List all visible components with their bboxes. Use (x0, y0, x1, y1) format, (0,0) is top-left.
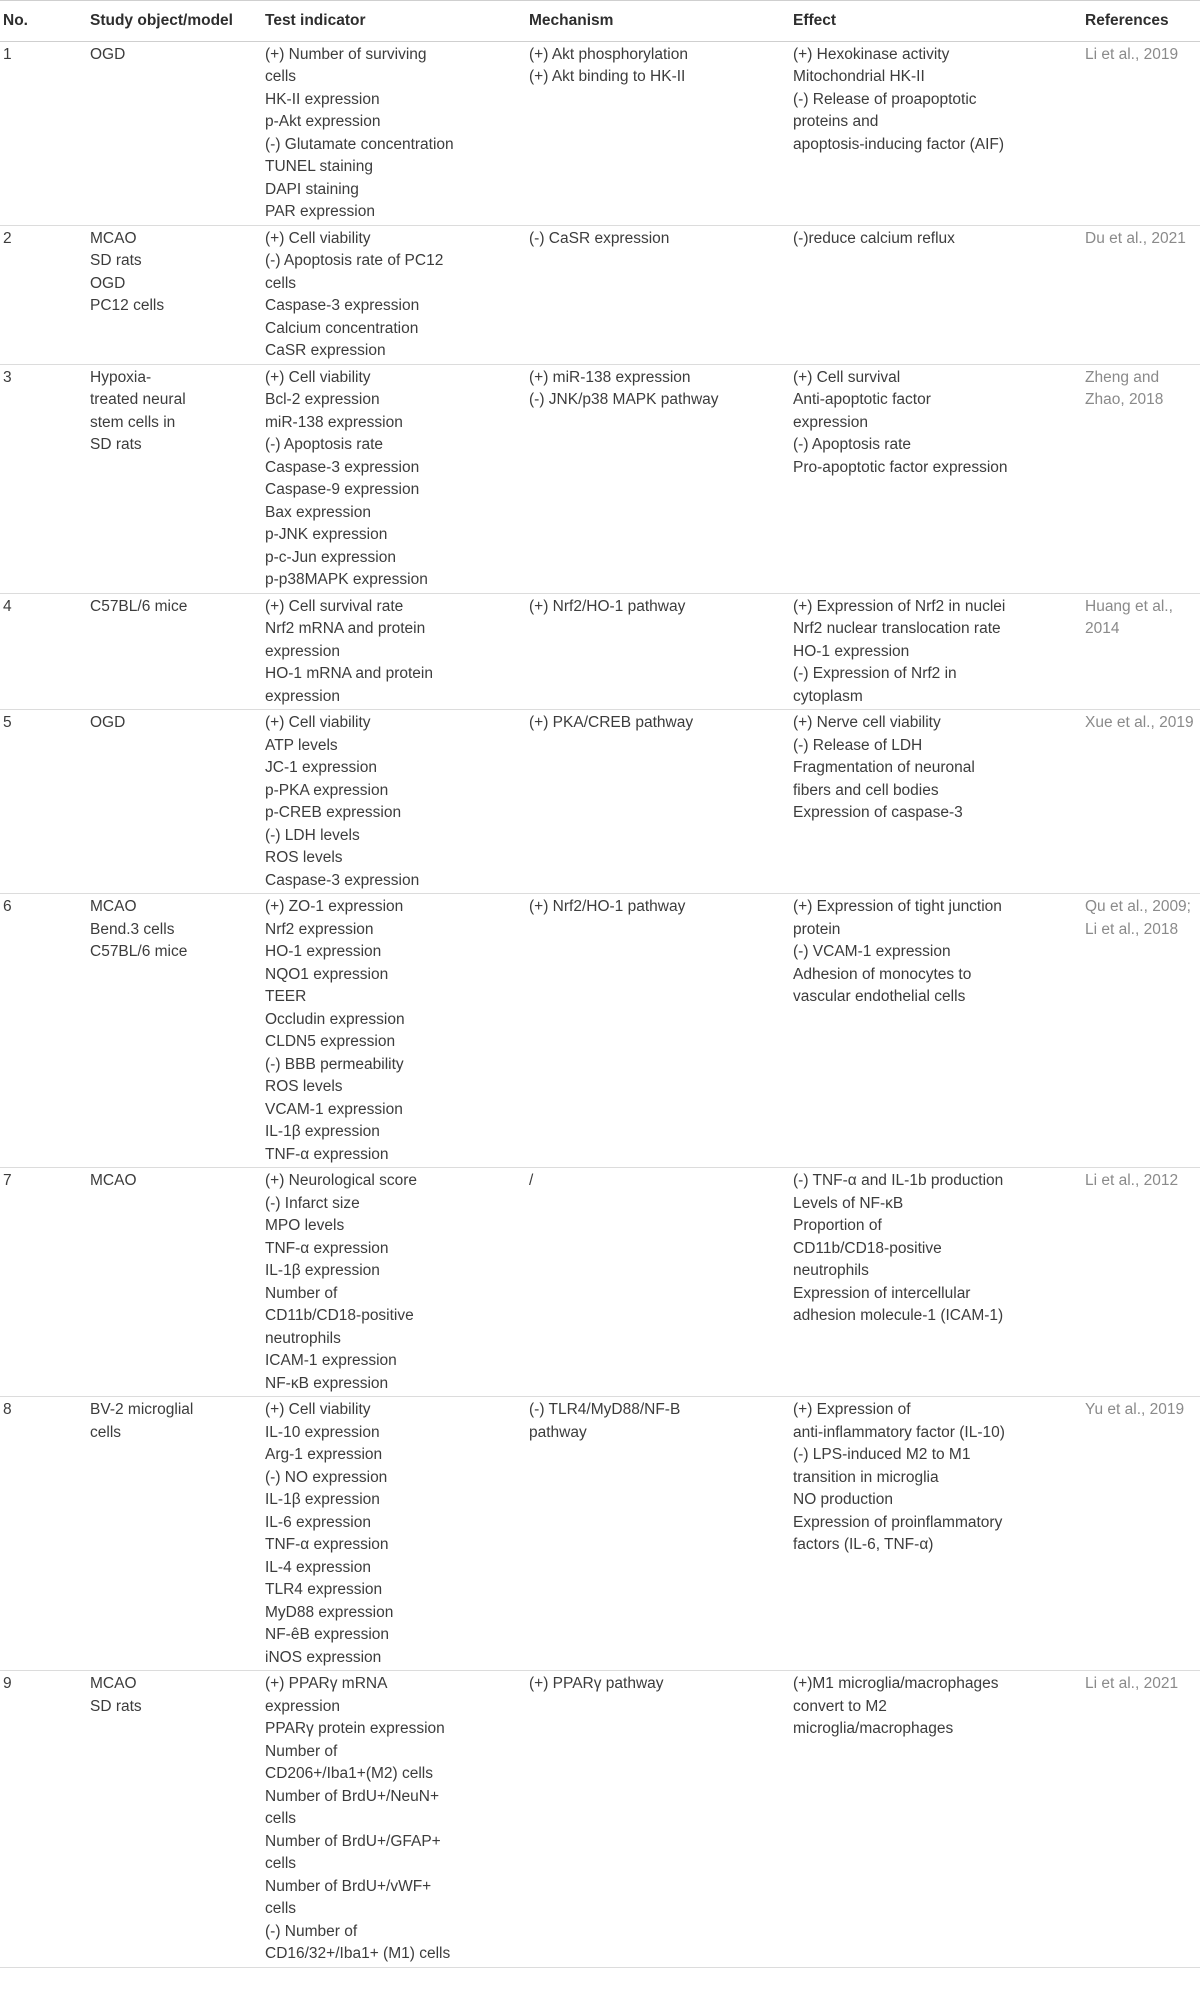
cell-line: treated neural (90, 391, 186, 408)
cell-line: CD206+/Iba1+(M2) cells (265, 1765, 433, 1782)
cell-line: (-) Expression of Nrf2 in (793, 665, 957, 682)
header-effect: Effect (787, 1, 1079, 42)
cell-line: SD rats (90, 1697, 142, 1715)
cell-line: OGD (90, 274, 126, 292)
cell-line: (-) TLR4/MyD88/NF-B (529, 1401, 681, 1418)
cell-line: Bcl-2 expression (265, 391, 380, 408)
reference-link[interactable]: Li et al., 2019 (1085, 45, 1179, 63)
cell-line: MCAO (90, 898, 137, 915)
cell-line: p-CREB expression (265, 804, 402, 821)
cell-line: BV-2 microglial (90, 1401, 194, 1418)
cell-line: anti-inflammatory factor (IL-10) (793, 1423, 1005, 1441)
cell-line: (-) Apoptosis rate (265, 436, 384, 453)
cell-line: HO-1 expression (793, 642, 910, 660)
cell-line: HO-1 expression (265, 943, 382, 960)
table-row (0, 894, 1200, 1168)
cell-line: Caspase-9 expression (265, 481, 420, 498)
cell-line: Number of (265, 1284, 338, 1302)
cell-line: (-) Number of (265, 1922, 358, 1940)
cell-line: cells (265, 274, 297, 292)
cell-line: (+) miR-138 expression (529, 368, 691, 386)
header-mechanism: Mechanism (523, 1, 787, 42)
cell-line: Pro-apoptotic factor expression (793, 458, 1008, 476)
cell-line: fibers and cell bodies (793, 781, 939, 799)
cell-line: Number of BrdU+/GFAP+ (265, 1832, 441, 1850)
cell-line: CD11b/CD18-positive (265, 1307, 414, 1324)
cell-study (84, 225, 259, 364)
cell-line: (-)reduce calcium reflux (793, 229, 955, 247)
cell-line: PPARγ protein expression (265, 1720, 445, 1737)
cell-study (84, 41, 259, 225)
cell-line: (+) PPARγ mRNA (265, 1675, 388, 1692)
table-row (0, 1168, 1200, 1397)
cell-line: expression (265, 1697, 340, 1715)
cell-effect (787, 225, 1079, 364)
cell-line: p-PKA expression (265, 781, 389, 799)
cell-line: (+) Akt binding to HK-II (529, 68, 686, 85)
header-row (0, 1, 1200, 42)
cell-line: (+) Akt phosphorylation (529, 45, 688, 63)
cell-line: cells (265, 1855, 297, 1872)
cell-effect (787, 894, 1079, 1168)
cell-line: cells (90, 1423, 122, 1441)
cell-line: MCAO (90, 1172, 137, 1189)
cell-line: CaSR expression (265, 342, 386, 359)
cell-test (259, 1671, 523, 1968)
cell-test (259, 1397, 523, 1671)
cell-line: Bax expression (265, 503, 371, 521)
cell-test (259, 1168, 523, 1397)
cell-references (1079, 364, 1200, 593)
cell-line: p-JNK expression (265, 526, 388, 543)
cell-line: NF-êB expression (265, 1626, 390, 1643)
cell-line: Expression of proinflammatory (793, 1513, 1003, 1531)
cell-line: Caspase-3 expression (265, 458, 420, 476)
cell-test (259, 710, 523, 894)
cell-line: (+) Cell viability (265, 368, 371, 386)
cell-line: TNF-α expression (265, 1145, 389, 1163)
reference-link[interactable]: Xue et al., 2019 (1085, 714, 1194, 731)
cell-line: expression (265, 642, 340, 660)
cell-study (84, 1671, 259, 1968)
cell-line: Mitochondrial HK-II (793, 68, 925, 85)
cell-line: (+) Expression of tight junction (793, 898, 1002, 915)
reference-link[interactable]: Yu et al., 2019 (1085, 1401, 1185, 1418)
cell-line: NO production (793, 1491, 893, 1508)
cell-effect (787, 710, 1079, 894)
table-row (0, 710, 1200, 894)
cell-line: Number of BrdU+/vWF+ (265, 1877, 432, 1895)
cell-line: (-) Apoptosis rate (793, 436, 912, 453)
cell-study (84, 894, 259, 1168)
cell-study (84, 710, 259, 894)
cell-line: Adhesion of monocytes to (793, 965, 972, 983)
cell-line: iNOS expression (265, 1648, 382, 1666)
cell-references (1079, 593, 1200, 710)
cell-line: OGD (90, 714, 126, 731)
cell-line: HK-II expression (265, 90, 380, 108)
cell-no: 3 (0, 364, 84, 593)
cell-references (1079, 1671, 1200, 1968)
cell-line: (-) JNK/p38 MAPK pathway (529, 391, 719, 408)
cell-no: 7 (0, 1168, 84, 1397)
reference-link[interactable]: Li et al., 2012 (1085, 1172, 1179, 1189)
cell-line: (-) BBB permeability (265, 1055, 404, 1073)
cell-no: 4 (0, 593, 84, 710)
cell-line: TEER (265, 988, 307, 1005)
table-row (0, 1671, 1200, 1968)
cell-line: MCAO (90, 1675, 137, 1692)
cell-line: Nrf2 nuclear translocation rate (793, 620, 1001, 637)
cell-line: cytoplasm (793, 687, 863, 705)
cell-effect (787, 593, 1079, 710)
cell-line: C57BL/6 mice (90, 597, 188, 615)
cell-mechanism (523, 1397, 787, 1671)
cell-references (1079, 1168, 1200, 1397)
cell-line: (-) LDH levels (265, 826, 360, 844)
cell-line: IL-4 expression (265, 1558, 371, 1576)
reference-link[interactable]: Huang et al., (1085, 597, 1173, 615)
table-body (0, 41, 1200, 1967)
cell-line: ICAM-1 expression (265, 1352, 397, 1369)
table-row (0, 41, 1200, 225)
cell-mechanism (523, 1168, 787, 1397)
cell-line: ROS levels (265, 1078, 343, 1095)
cell-line: (+) ZO-1 expression (265, 898, 404, 915)
cell-line: pathway (529, 1423, 587, 1441)
cell-line: VCAM-1 expression (265, 1100, 403, 1118)
cell-line: (-) Apoptosis rate of PC12 (265, 252, 444, 269)
cell-line: neutrophils (265, 1329, 341, 1347)
cell-line: adhesion molecule-1 (ICAM-1) (793, 1307, 1004, 1324)
cell-line: NF-κB expression (265, 1374, 389, 1392)
cell-no: 9 (0, 1671, 84, 1968)
cell-line: C57BL/6 mice (90, 943, 188, 960)
cell-study (84, 1168, 259, 1397)
cell-line: Expression of intercellular (793, 1284, 971, 1302)
cell-line: (+) PKA/CREB pathway (529, 714, 694, 731)
cell-line: Nrf2 expression (265, 920, 374, 938)
cell-test (259, 225, 523, 364)
cell-line: Number of BrdU+/NeuN+ (265, 1787, 440, 1805)
cell-references (1079, 1397, 1200, 1671)
cell-line: Expression of caspase-3 (793, 804, 963, 821)
cell-line: TNF-α expression (265, 1239, 389, 1257)
header-no: No. (0, 1, 84, 42)
cell-line: JC-1 expression (265, 759, 377, 776)
cell-references (1079, 225, 1200, 364)
cell-mechanism (523, 41, 787, 225)
cell-no: 2 (0, 225, 84, 364)
cell-line: (+) Nerve cell viability (793, 714, 941, 731)
cell-line: (+)M1 microglia/macrophages (793, 1675, 999, 1692)
cell-mechanism (523, 1671, 787, 1968)
cell-line: TUNEL staining (265, 158, 373, 175)
cell-effect (787, 1671, 1079, 1968)
cell-line: (+) Cell viability (265, 229, 371, 247)
cell-effect (787, 364, 1079, 593)
cell-line: SD rats (90, 252, 142, 269)
cell-line: Hypoxia- (90, 368, 152, 386)
cell-line: (+) PPARγ pathway (529, 1675, 664, 1692)
cell-no: 1 (0, 41, 84, 225)
cell-line: Arg-1 expression (265, 1446, 383, 1463)
cell-study (84, 1397, 259, 1671)
header-study-object: Study object/model (84, 1, 259, 42)
cell-line: vascular endothelial cells (793, 988, 966, 1005)
table-row (0, 364, 1200, 593)
cell-line: (-) NO expression (265, 1468, 388, 1486)
cell-line: (-) Release of LDH (793, 736, 923, 754)
cell-effect (787, 1397, 1079, 1671)
cell-line: p-p38MAPK expression (265, 571, 428, 588)
cell-line: TLR4 expression (265, 1581, 383, 1598)
table-row (0, 1397, 1200, 1671)
cell-test (259, 894, 523, 1168)
cell-line: Fragmentation of neuronal (793, 759, 975, 776)
cell-line: TNF-α expression (265, 1536, 389, 1553)
cell-no: 6 (0, 894, 84, 1168)
cell-study (84, 593, 259, 710)
cell-line: Number of (265, 1742, 338, 1760)
table-row (0, 593, 1200, 710)
cell-line: (-) TNF-α and IL-1b production (793, 1172, 1004, 1189)
cell-line: MCAO (90, 229, 137, 247)
cell-test (259, 593, 523, 710)
cell-line: cells (265, 68, 297, 85)
cell-line: IL-1β expression (265, 1491, 380, 1508)
cell-line: DAPI staining (265, 180, 359, 198)
cell-line: (-) CaSR expression (529, 229, 670, 247)
cell-line: / (529, 1172, 534, 1189)
cell-line: (+) Expression of Nrf2 in nuclei (793, 597, 1006, 615)
cell-line: (+) Hexokinase activity (793, 45, 950, 63)
cell-line: Caspase-3 expression (265, 297, 420, 314)
cell-no: 5 (0, 710, 84, 894)
cell-line: (+) Cell viability (265, 714, 371, 731)
table-row (0, 225, 1200, 364)
cell-line: (+) Cell survival rate (265, 597, 404, 615)
cell-line: cells (265, 1900, 297, 1917)
cell-line: microglia/macrophages (793, 1720, 954, 1737)
cell-line: factors (IL-6, TNF-α) (793, 1536, 934, 1553)
cell-line: transition in microglia (793, 1468, 939, 1486)
cell-mechanism (523, 593, 787, 710)
reference-link[interactable]: Li et al., 2021 (1085, 1675, 1179, 1692)
cell-line: (+) Cell survival (793, 368, 901, 386)
cell-line: Calcium concentration (265, 319, 419, 337)
cell-line: IL-6 expression (265, 1513, 371, 1531)
cell-effect (787, 1168, 1079, 1397)
cell-line: MyD88 expression (265, 1603, 394, 1621)
cell-study (84, 364, 259, 593)
reference-link[interactable]: Zheng and (1085, 368, 1160, 386)
cell-references (1079, 894, 1200, 1168)
cell-line: (+) Neurological score (265, 1172, 418, 1189)
reference-link[interactable]: Li et al., 2018 (1085, 920, 1179, 938)
cell-mechanism (523, 364, 787, 593)
cell-line: HO-1 mRNA and protein (265, 665, 433, 682)
cell-line: apoptosis-inducing factor (AIF) (793, 135, 1005, 153)
header-test-indicator: Test indicator (259, 1, 523, 42)
cell-line: IL-1β expression (265, 1123, 380, 1140)
table-header (0, 1, 1200, 42)
cell-line: Caspase-3 expression (265, 871, 420, 889)
cell-mechanism (523, 710, 787, 894)
cell-line: (+) Nrf2/HO-1 pathway (529, 898, 686, 915)
cell-line: CD11b/CD18-positive (793, 1239, 942, 1257)
cell-references (1079, 710, 1200, 894)
reference-link[interactable]: Du et al., 2021 (1085, 229, 1186, 247)
cell-line: SD rats (90, 436, 142, 453)
reference-link[interactable]: Qu et al., 2009; (1085, 898, 1191, 915)
cell-effect (787, 41, 1079, 225)
reference-link[interactable]: Zhao, 2018 (1085, 391, 1164, 408)
cell-line: (-) Infarct size (265, 1194, 360, 1212)
cell-line: NQO1 expression (265, 965, 389, 983)
cell-line: (-) Release of proapoptotic (793, 90, 977, 108)
header-references: References (1079, 1, 1200, 42)
cell-line: PC12 cells (90, 297, 165, 314)
cell-line: CLDN5 expression (265, 1033, 396, 1050)
cell-test (259, 364, 523, 593)
reference-link[interactable]: 2014 (1085, 620, 1120, 637)
cell-line: stem cells in (90, 413, 176, 431)
cell-line: MPO levels (265, 1217, 345, 1234)
cell-line: (+) Number of surviving (265, 45, 427, 63)
cell-test (259, 41, 523, 225)
cell-line: (+) Expression of (793, 1401, 911, 1418)
cell-line: OGD (90, 45, 126, 63)
cell-line: Levels of NF-κB (793, 1194, 904, 1212)
cell-line: IL-1β expression (265, 1262, 380, 1279)
cell-line: p-c-Jun expression (265, 548, 396, 566)
cell-line: Bend.3 cells (90, 920, 175, 938)
cell-line: proteins and (793, 113, 879, 130)
cell-line: neutrophils (793, 1262, 869, 1279)
cell-line: (-) Glutamate concentration (265, 135, 454, 153)
cell-line: (-) VCAM-1 expression (793, 943, 951, 960)
cell-line: PAR expression (265, 203, 375, 220)
cell-line: p-Akt expression (265, 113, 381, 130)
cell-mechanism (523, 894, 787, 1168)
cell-line: CD16/32+/Iba1+ (M1) cells (265, 1945, 451, 1962)
cell-references (1079, 41, 1200, 225)
cell-line: cells (265, 1810, 297, 1827)
cell-line: Occludin expression (265, 1010, 405, 1028)
cell-line: ROS levels (265, 849, 343, 866)
cell-line: expression (265, 687, 340, 705)
cell-line: (+) Cell viability (265, 1401, 371, 1418)
cell-line: Proportion of (793, 1217, 882, 1234)
cell-line: Anti-apoptotic factor (793, 391, 931, 408)
cell-line: ATP levels (265, 736, 338, 754)
cell-line: protein (793, 920, 841, 938)
cell-line: Nrf2 mRNA and protein (265, 620, 426, 637)
cell-no: 8 (0, 1397, 84, 1671)
cell-line: IL-10 expression (265, 1423, 380, 1441)
cell-mechanism (523, 225, 787, 364)
cell-line: convert to M2 (793, 1697, 887, 1715)
cell-line: expression (793, 413, 868, 431)
cell-line: (+) Nrf2/HO-1 pathway (529, 597, 686, 615)
cell-line: (-) LPS-induced M2 to M1 (793, 1446, 971, 1463)
cell-line: miR-138 expression (265, 413, 403, 431)
